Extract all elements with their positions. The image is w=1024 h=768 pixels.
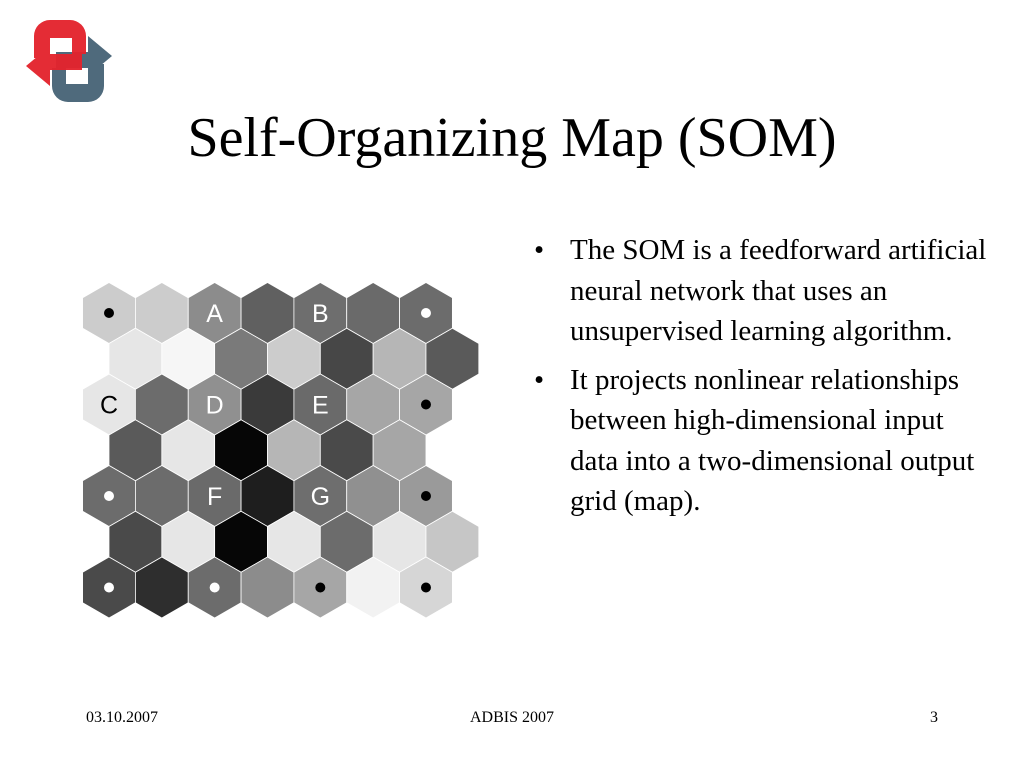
bullet-text: The SOM is a feedforward artificial neural network that uses an unsupervised learning algorithm.	[570, 234, 987, 347]
bullet-dot: •	[534, 363, 545, 396]
som-cluster-label: E	[311, 391, 329, 420]
som-sample-dot	[421, 491, 431, 501]
slide-title: Self-Organizing Map (SOM)	[187, 107, 837, 169]
som-cluster-label: A	[206, 300, 223, 328]
bullet-list	[528, 230, 998, 530]
bullet-item	[528, 360, 998, 522]
som-sample-dot	[104, 583, 114, 593]
footer-page-number: 3	[930, 709, 938, 726]
som-sample-dot	[104, 491, 114, 501]
som-sample-dot	[421, 583, 431, 593]
som-cluster-label: C	[99, 391, 119, 420]
som-cluster-label: D	[205, 391, 224, 420]
bullet-item	[528, 230, 998, 352]
som-sample-dot	[104, 308, 114, 318]
som-cluster-label: G	[310, 483, 331, 511]
som-cluster-label: B	[311, 300, 329, 328]
som-sample-dot	[315, 583, 325, 593]
som-cluster-label: F	[207, 483, 223, 511]
som-hexagon-map	[76, 280, 506, 620]
som-sample-dot	[421, 308, 431, 318]
bullet-dot: •	[534, 234, 545, 266]
som-sample-dot	[421, 400, 431, 410]
bullet-text: It projects nonlinear relationships between high-dimensional input data into a two-dimensional output grid (map).	[570, 363, 975, 517]
som-sample-dot	[210, 583, 220, 593]
footer-event: ADBIS 2007	[469, 709, 554, 726]
footer-date: 03.10.2007	[86, 709, 158, 726]
sync-arrows-logo	[26, 18, 112, 104]
